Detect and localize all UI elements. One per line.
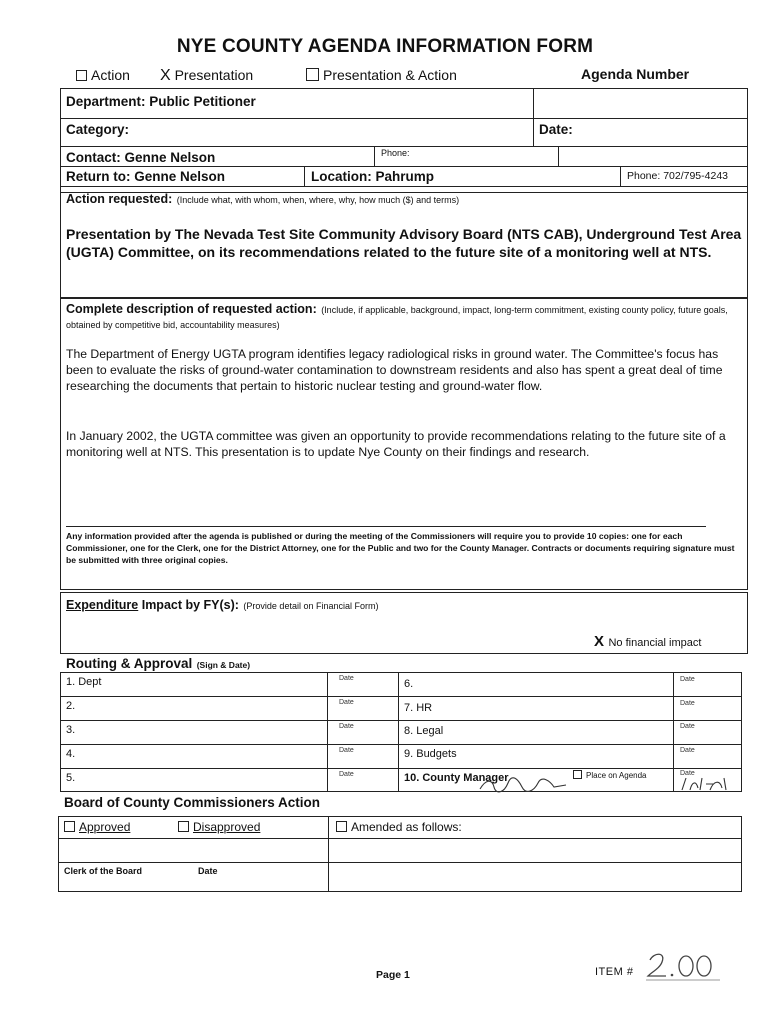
divider — [66, 526, 706, 527]
routing-budgets[interactable]: 9. Budgets — [404, 748, 457, 760]
routing-6[interactable]: 6. — [404, 678, 414, 690]
action-checkbox[interactable] — [76, 70, 87, 81]
routing-date-label: Date — [680, 700, 695, 707]
routing-date-label: Date — [680, 770, 695, 777]
location-field[interactable]: Location: Pahrump — [311, 169, 435, 184]
divider — [398, 672, 399, 792]
divider — [58, 862, 742, 863]
agenda-number-label: Agenda Number — [581, 66, 690, 82]
approved-label: Approved — [79, 820, 131, 834]
routing-date-label: Date — [339, 747, 354, 754]
amended-checkbox[interactable] — [336, 821, 347, 832]
place-on-agenda-label: Place on Agenda — [586, 771, 647, 780]
expenditure-label: Expenditure — [66, 598, 139, 612]
board-title: Board of County Commissioners Action — [64, 795, 321, 810]
action-requested-label: Action requested: — [66, 192, 173, 206]
divider — [60, 720, 742, 721]
description-paragraph-1[interactable]: The Department of Energy UGTA program identifies legacy radiological risks in ground water. The Committee's focus has been to evaluate the risks of ground-water contamination to downstream residents and also has spent a great deal of time researching the documents that pertain to historic nuclear testing and ground-water flow. — [66, 347, 723, 393]
routing-date-label: Date — [339, 699, 354, 706]
expenditure-hint: (Provide detail on Financial Form) — [243, 601, 379, 611]
no-financial-impact-option[interactable] — [594, 633, 701, 651]
action-option[interactable] — [76, 67, 130, 83]
presentation-action-option[interactable] — [306, 67, 457, 83]
category-field[interactable]: Category: — [66, 122, 130, 137]
item-number-handwriting — [644, 950, 722, 984]
divider — [374, 146, 375, 166]
divider — [60, 166, 748, 167]
routing-4[interactable]: 4. — [66, 748, 76, 760]
routing-date-label: Date — [680, 747, 695, 754]
divider — [60, 146, 748, 147]
action-requested-hint: (Include what, with whom, when, where, why, how much ($) and terms) — [176, 195, 460, 205]
disapproved-label: Disapproved — [193, 820, 261, 834]
presentation-label: Presentation — [174, 67, 254, 83]
no-impact-label: No financial impact — [608, 637, 702, 649]
contact-field[interactable]: Contact: Genne Nelson — [66, 150, 216, 165]
routing-date-label: Date — [339, 723, 354, 730]
item-label: ITEM # — [595, 966, 634, 978]
approved-option[interactable] — [64, 820, 130, 834]
routing-subtitle: (Sign & Date) — [196, 660, 251, 670]
description-label: Complete description of requested action: — [66, 302, 317, 316]
department-field[interactable]: Department: Public Petitioner — [66, 94, 256, 109]
divider — [60, 744, 742, 745]
divider — [60, 768, 742, 769]
routing-legal[interactable]: 8. Legal — [404, 725, 444, 737]
divider — [673, 672, 674, 792]
action-requested-text[interactable]: Presentation by The Nevada Test Site Community Advisory Board (NTS CAB), Underground Test Area (UGTA) Committee, on its recommendations related to the future site of a monitoring well at NTS. — [66, 226, 742, 260]
clerk-of-board-label: Clerk of the Board — [64, 866, 143, 876]
routing-5[interactable]: 5. — [66, 772, 76, 784]
presentation-action-label: Presentation & Action — [323, 67, 457, 83]
approved-checkbox[interactable] — [64, 821, 75, 832]
divider — [60, 118, 748, 119]
no-impact-mark: X — [594, 633, 605, 650]
routing-title: Routing & Approval — [66, 656, 193, 671]
divider — [328, 816, 329, 892]
description-paragraph-2[interactable]: In January 2002, the UGTA committee was given an opportunity to provide recommendations relating to the future site of a monitoring well at NTS. This presentation is to update Nye County on their findings and research. — [66, 429, 726, 459]
phone-value: Phone: 702/795-4243 — [627, 170, 729, 182]
divider — [304, 166, 305, 186]
routing-date-label: Date — [680, 676, 695, 683]
routing-dept[interactable]: 1. Dept — [66, 676, 102, 688]
county-manager-date-handwriting — [680, 774, 730, 794]
divider — [327, 672, 328, 792]
disapproved-option[interactable] — [178, 820, 260, 834]
divider — [620, 166, 621, 186]
amended-option[interactable] — [336, 820, 462, 834]
disapproved-checkbox[interactable] — [178, 821, 189, 832]
divider — [533, 88, 534, 146]
county-manager-signature — [478, 775, 568, 795]
presentation-action-checkbox[interactable] — [306, 68, 319, 81]
date-field[interactable]: Date: — [539, 122, 573, 137]
routing-date-label: Date — [339, 771, 354, 778]
routing-hr[interactable]: 7. HR — [404, 702, 433, 714]
form-title: NYE COUNTY AGENDA INFORMATION FORM — [176, 36, 594, 57]
divider — [60, 696, 742, 697]
routing-3[interactable]: 3. — [66, 724, 76, 736]
routing-county-manager[interactable]: 10. County Manager — [404, 772, 509, 784]
routing-date-label: Date — [339, 675, 354, 682]
routing-date-label: Date — [680, 723, 695, 730]
action-label: Action — [91, 67, 130, 83]
presentation-mark: X — [160, 67, 171, 84]
place-on-agenda-option[interactable] — [573, 770, 647, 780]
return-to-field[interactable]: Return to: Genne Nelson — [66, 169, 226, 184]
divider — [58, 838, 742, 839]
phone-label: Phone: — [381, 148, 410, 158]
divider — [558, 146, 559, 166]
description-hint: (Include, if applicable, background, impact, long-term commitment, existing county policy, future goals, obtained by competitive bid, accountability measures) — [66, 305, 728, 330]
page-number: Page 1 — [376, 969, 410, 981]
clerk-date-label: Date — [198, 866, 218, 876]
presentation-option[interactable] — [160, 67, 253, 85]
place-on-agenda-checkbox[interactable] — [573, 770, 582, 779]
copies-notice: Any information provided after the agenda is published or during the meeting of the Commissioners will require you to provide 10 copies: one for each Commissioner, one for the Clerk, one for the District Attorney, one for the Public and two for the County Manager. Contracts or documents requiring signature must be submitted with three original copies. — [66, 531, 735, 565]
expenditure-label-rest: Impact by FY(s): — [138, 598, 239, 612]
routing-2[interactable]: 2. — [66, 700, 76, 712]
amended-label: Amended as follows: — [351, 820, 462, 834]
